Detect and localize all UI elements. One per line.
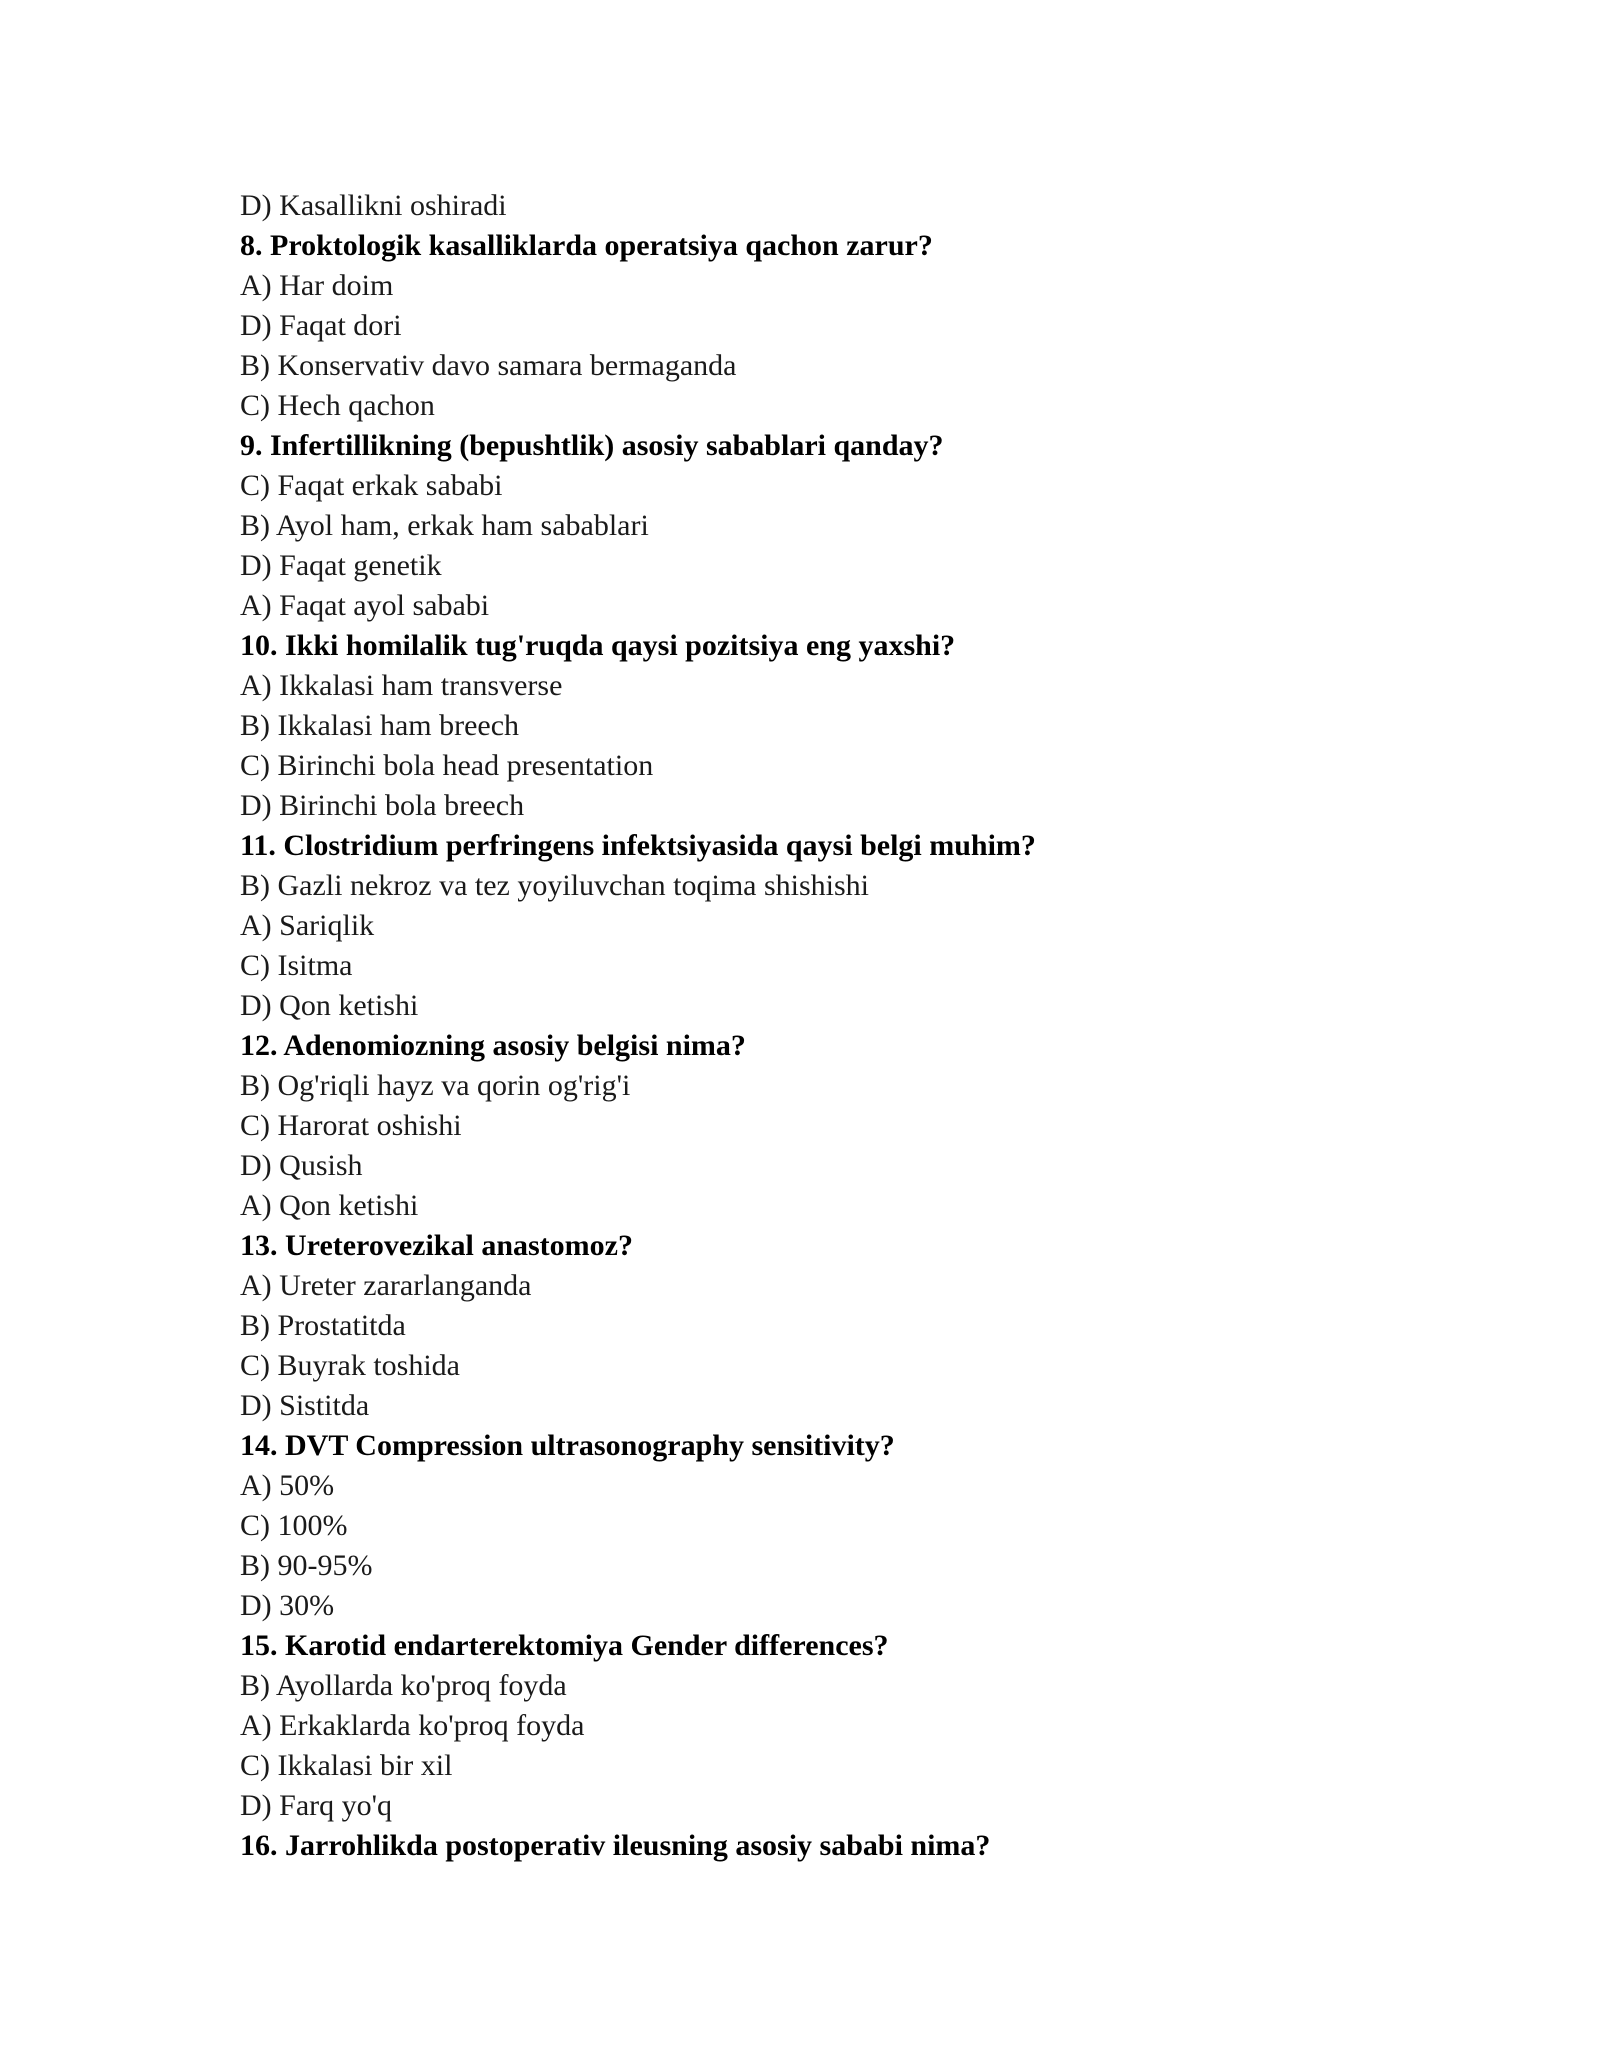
answer-option: B) Prostatitda: [240, 1309, 406, 1342]
answer-option: A) Sariqlik: [240, 909, 375, 942]
answer-option: B) Ayollarda ko'proq foyda: [240, 1669, 567, 1702]
question-heading: 11. Clostridium perfringens infektsiyasida qaysi belgi muhim?: [240, 829, 1036, 862]
answer-option: A) Ikkalasi ham transverse: [240, 669, 563, 702]
question-heading: 8. Proktologik kasalliklarda operatsiya qachon zarur?: [240, 229, 933, 262]
question-heading: 10. Ikki homilalik tug'ruqda qaysi pozitsiya eng yaxshi?: [240, 629, 956, 662]
answer-option: D) 30%: [240, 1589, 335, 1622]
answer-option: D) Sistitda: [240, 1389, 370, 1422]
answer-option: A) Faqat ayol sababi: [240, 589, 490, 622]
answer-option: C) Buyrak toshida: [240, 1349, 460, 1382]
answer-option: C) Isitma: [240, 949, 353, 982]
document-page: [240, 186, 1440, 1866]
answer-option: B) Konservativ davo samara bermaganda: [240, 349, 737, 382]
question-heading: 14. DVT Compression ultrasonography sensitivity?: [240, 1429, 895, 1462]
answer-option: D) Faqat genetik: [240, 549, 442, 582]
question-heading: 12. Adenomiozning asosiy belgisi nima?: [240, 1029, 746, 1062]
answer-option: A) Erkaklarda ko'proq foyda: [240, 1709, 585, 1742]
answer-option: C) Harorat oshishi: [240, 1109, 462, 1142]
question-heading: 13. Ureterovezikal anastomoz?: [240, 1229, 633, 1262]
answer-option: B) Ikkalasi ham breech: [240, 709, 520, 742]
answer-option: D) Qon ketishi: [240, 989, 419, 1022]
answer-option: D) Faqat dori: [240, 309, 402, 342]
answer-option: C) Hech qachon: [240, 389, 435, 422]
answer-option: B) Ayol ham, erkak ham sabablari: [240, 509, 649, 542]
answer-option: B) Gazli nekroz va tez yoyiluvchan toqima shishishi: [240, 869, 870, 902]
answer-option: C) Faqat erkak sababi: [240, 469, 503, 502]
answer-option: A) Ureter zararlanganda: [240, 1269, 532, 1302]
answer-option: B) 90-95%: [240, 1549, 373, 1582]
answer-option: D) Birinchi bola breech: [240, 789, 525, 822]
answer-option: D) Farq yo'q: [240, 1789, 393, 1822]
answer-option: D) Kasallikni oshiradi: [240, 189, 507, 222]
question-heading: 15. Karotid endarterektomiya Gender differences?: [240, 1629, 889, 1662]
answer-option: C) Ikkalasi bir xil: [240, 1749, 453, 1782]
answer-option: C) 100%: [240, 1509, 348, 1542]
answer-option: D) Qusish: [240, 1149, 363, 1182]
answer-option: A) Har doim: [240, 269, 394, 302]
answer-option: A) 50%: [240, 1469, 335, 1502]
answer-option: C) Birinchi bola head presentation: [240, 749, 654, 782]
answer-option: B) Og'riqli hayz va qorin og'rig'i: [240, 1069, 631, 1102]
answer-option: A) Qon ketishi: [240, 1189, 419, 1222]
question-heading: 16. Jarrohlikda postoperativ ileusning asosiy sababi nima?: [240, 1829, 991, 1862]
question-heading: 9. Infertillikning (bepushtlik) asosiy sabablari qanday?: [240, 429, 944, 462]
